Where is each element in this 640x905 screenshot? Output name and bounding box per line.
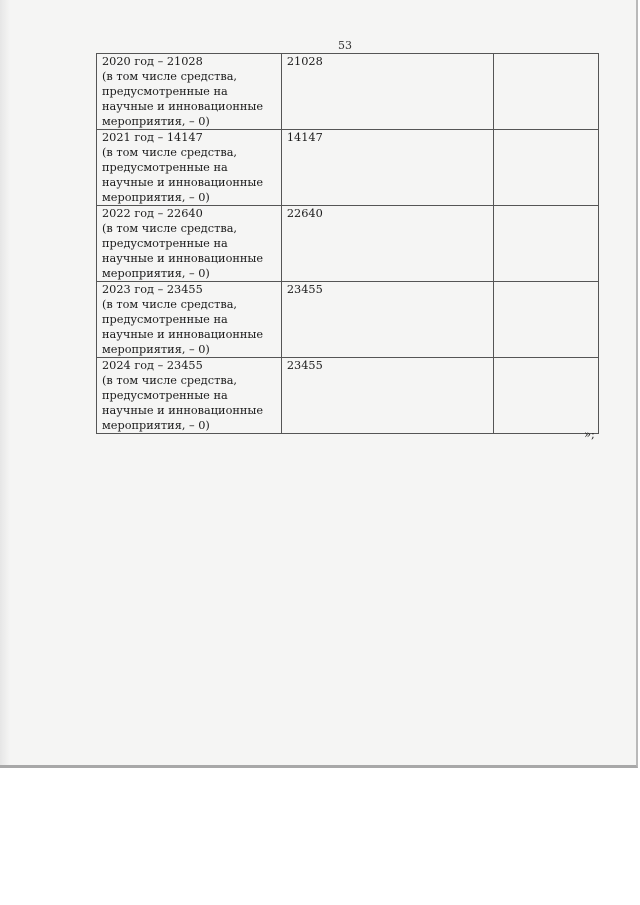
amount-cell: 23455 xyxy=(281,282,493,358)
table-row xyxy=(97,358,599,434)
cell-line: научные и инновационные xyxy=(102,252,264,265)
year-description-cell xyxy=(97,130,282,206)
cell-line: научные и инновационные xyxy=(102,176,264,189)
cell-line: мероприятия, – 0) xyxy=(102,267,210,280)
amount-cell: 21028 xyxy=(281,54,493,130)
empty-cell xyxy=(493,282,598,358)
scan-shadow-edge xyxy=(0,0,10,765)
cell-line: мероприятия, – 0) xyxy=(102,191,210,204)
cell-line: 2022 год – 22640 xyxy=(102,207,203,220)
cell-line: мероприятия, – 0) xyxy=(102,419,210,432)
year-description-cell xyxy=(97,54,282,130)
cell-line: 2021 год – 14147 xyxy=(102,131,203,144)
table-row xyxy=(97,54,599,130)
year-description-cell xyxy=(97,282,282,358)
cell-line: мероприятия, – 0) xyxy=(102,343,210,356)
amount-cell: 14147 xyxy=(281,130,493,206)
cell-line: 2020 год – 21028 xyxy=(102,55,203,68)
cell-line: мероприятия, – 0) xyxy=(102,115,210,128)
empty-cell xyxy=(493,130,598,206)
cell-line: 2023 год – 23455 xyxy=(102,283,203,296)
cell-line: научные и инновационные xyxy=(102,328,264,341)
cell-line: 2024 год – 23455 xyxy=(102,359,203,372)
table-row xyxy=(97,130,599,206)
year-description-cell xyxy=(97,358,282,434)
cell-line: научные и инновационные xyxy=(102,100,264,113)
closing-quote-mark: »; xyxy=(584,427,595,441)
empty-cell xyxy=(493,206,598,282)
year-description-cell xyxy=(97,206,282,282)
empty-cell xyxy=(493,54,598,130)
empty-cell xyxy=(493,358,598,434)
cell-line: (в том числе средства, xyxy=(102,70,238,83)
amount-cell: 23455 xyxy=(281,358,493,434)
cell-line: научные и инновационные xyxy=(102,404,264,417)
cell-line: предусмотренные на xyxy=(102,237,228,250)
cell-line: (в том числе средства, xyxy=(102,146,238,159)
cell-line: предусмотренные на xyxy=(102,389,228,402)
cell-line: предусмотренные на xyxy=(102,161,228,174)
cell-line: (в том числе средства, xyxy=(102,298,238,311)
funding-table xyxy=(96,53,599,434)
cell-line: предусмотренные на xyxy=(102,313,228,326)
page-number: 53 xyxy=(338,39,352,52)
cell-line: предусмотренные на xyxy=(102,85,228,98)
cell-line: (в том числе средства, xyxy=(102,222,238,235)
table-row xyxy=(97,206,599,282)
amount-cell: 22640 xyxy=(281,206,493,282)
cell-line: (в том числе средства, xyxy=(102,374,238,387)
table-row xyxy=(97,282,599,358)
